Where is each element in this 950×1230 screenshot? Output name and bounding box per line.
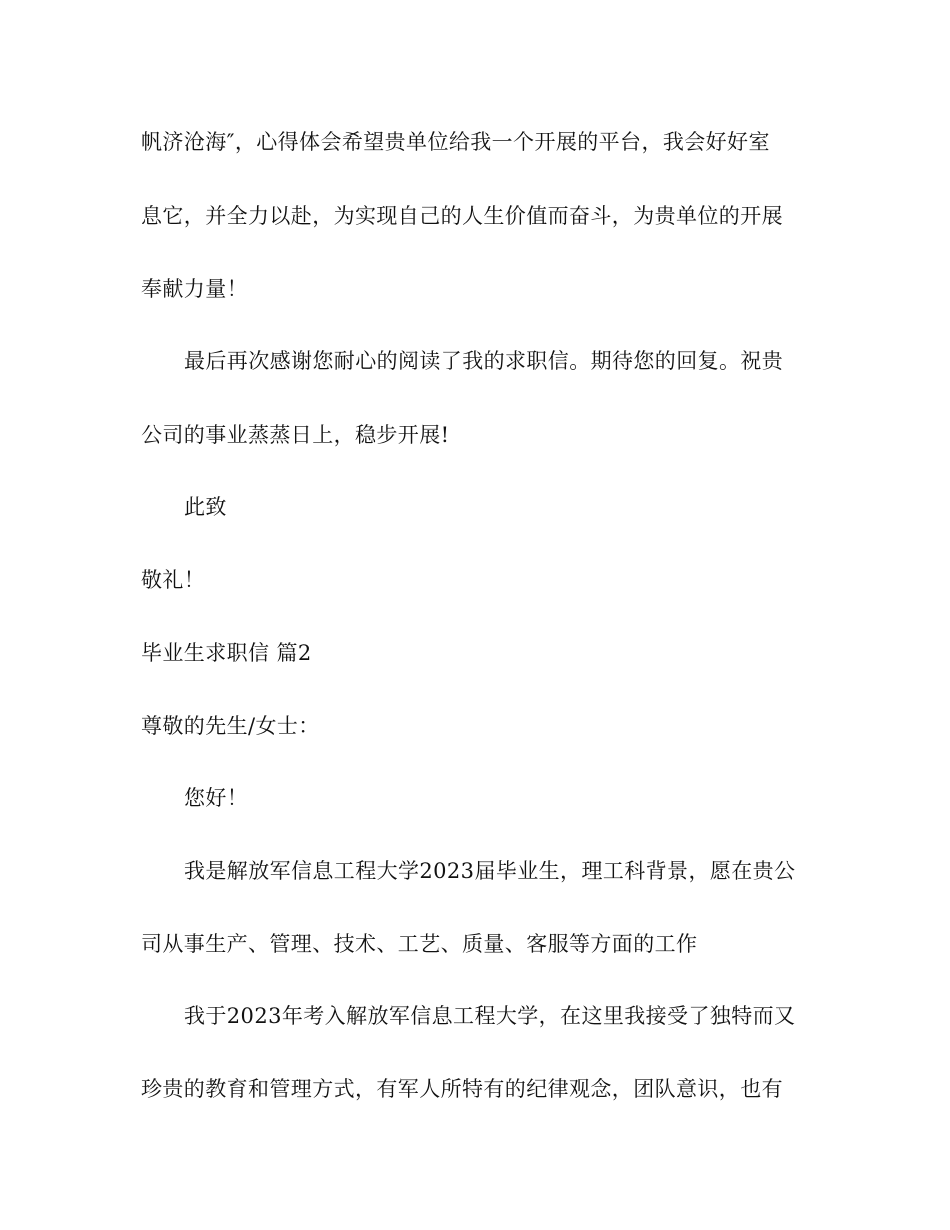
paragraph-line: 我于2023年考入解放军信息工程大学，在这里我接受了独特而又 [184, 1004, 796, 1028]
paragraph-line: 我是解放军信息工程大学2023届毕业生，理工科背景，愿在贵公 [184, 859, 796, 883]
paragraph-line: 奉献力量！ [141, 277, 248, 301]
paragraph-line: 最后再次感谢您耐心的阅读了我的求职信。期待您的回复。祝贵 [184, 349, 784, 373]
section-heading: 毕业生求职信 篇2 [141, 641, 312, 665]
closing-salutation: 此致 [184, 495, 227, 519]
paragraph-line: 息它，并全力以赴，为实现自己的人生价值而奋斗，为贵单位的开展 [141, 204, 783, 228]
greeting-hello: 您好！ [184, 786, 249, 810]
closing-regards: 敬礼！ [141, 568, 206, 592]
paragraph-line: 帆济沧海″，心得体会希望贵单位给我一个开展的平台，我会好好室 [141, 130, 770, 154]
paragraph-line: 司从事生产、管理、技术、工艺、质量、客服等方面的工作 [141, 932, 698, 956]
greeting-line: 尊敬的先生/女士： [141, 714, 320, 738]
paragraph-line: 珍贵的教育和管理方式，有军人所特有的纪律观念，团队意识，也有 [141, 1077, 783, 1101]
paragraph-line: 公司的事业蒸蒸日上，稳步开展! [141, 423, 450, 447]
